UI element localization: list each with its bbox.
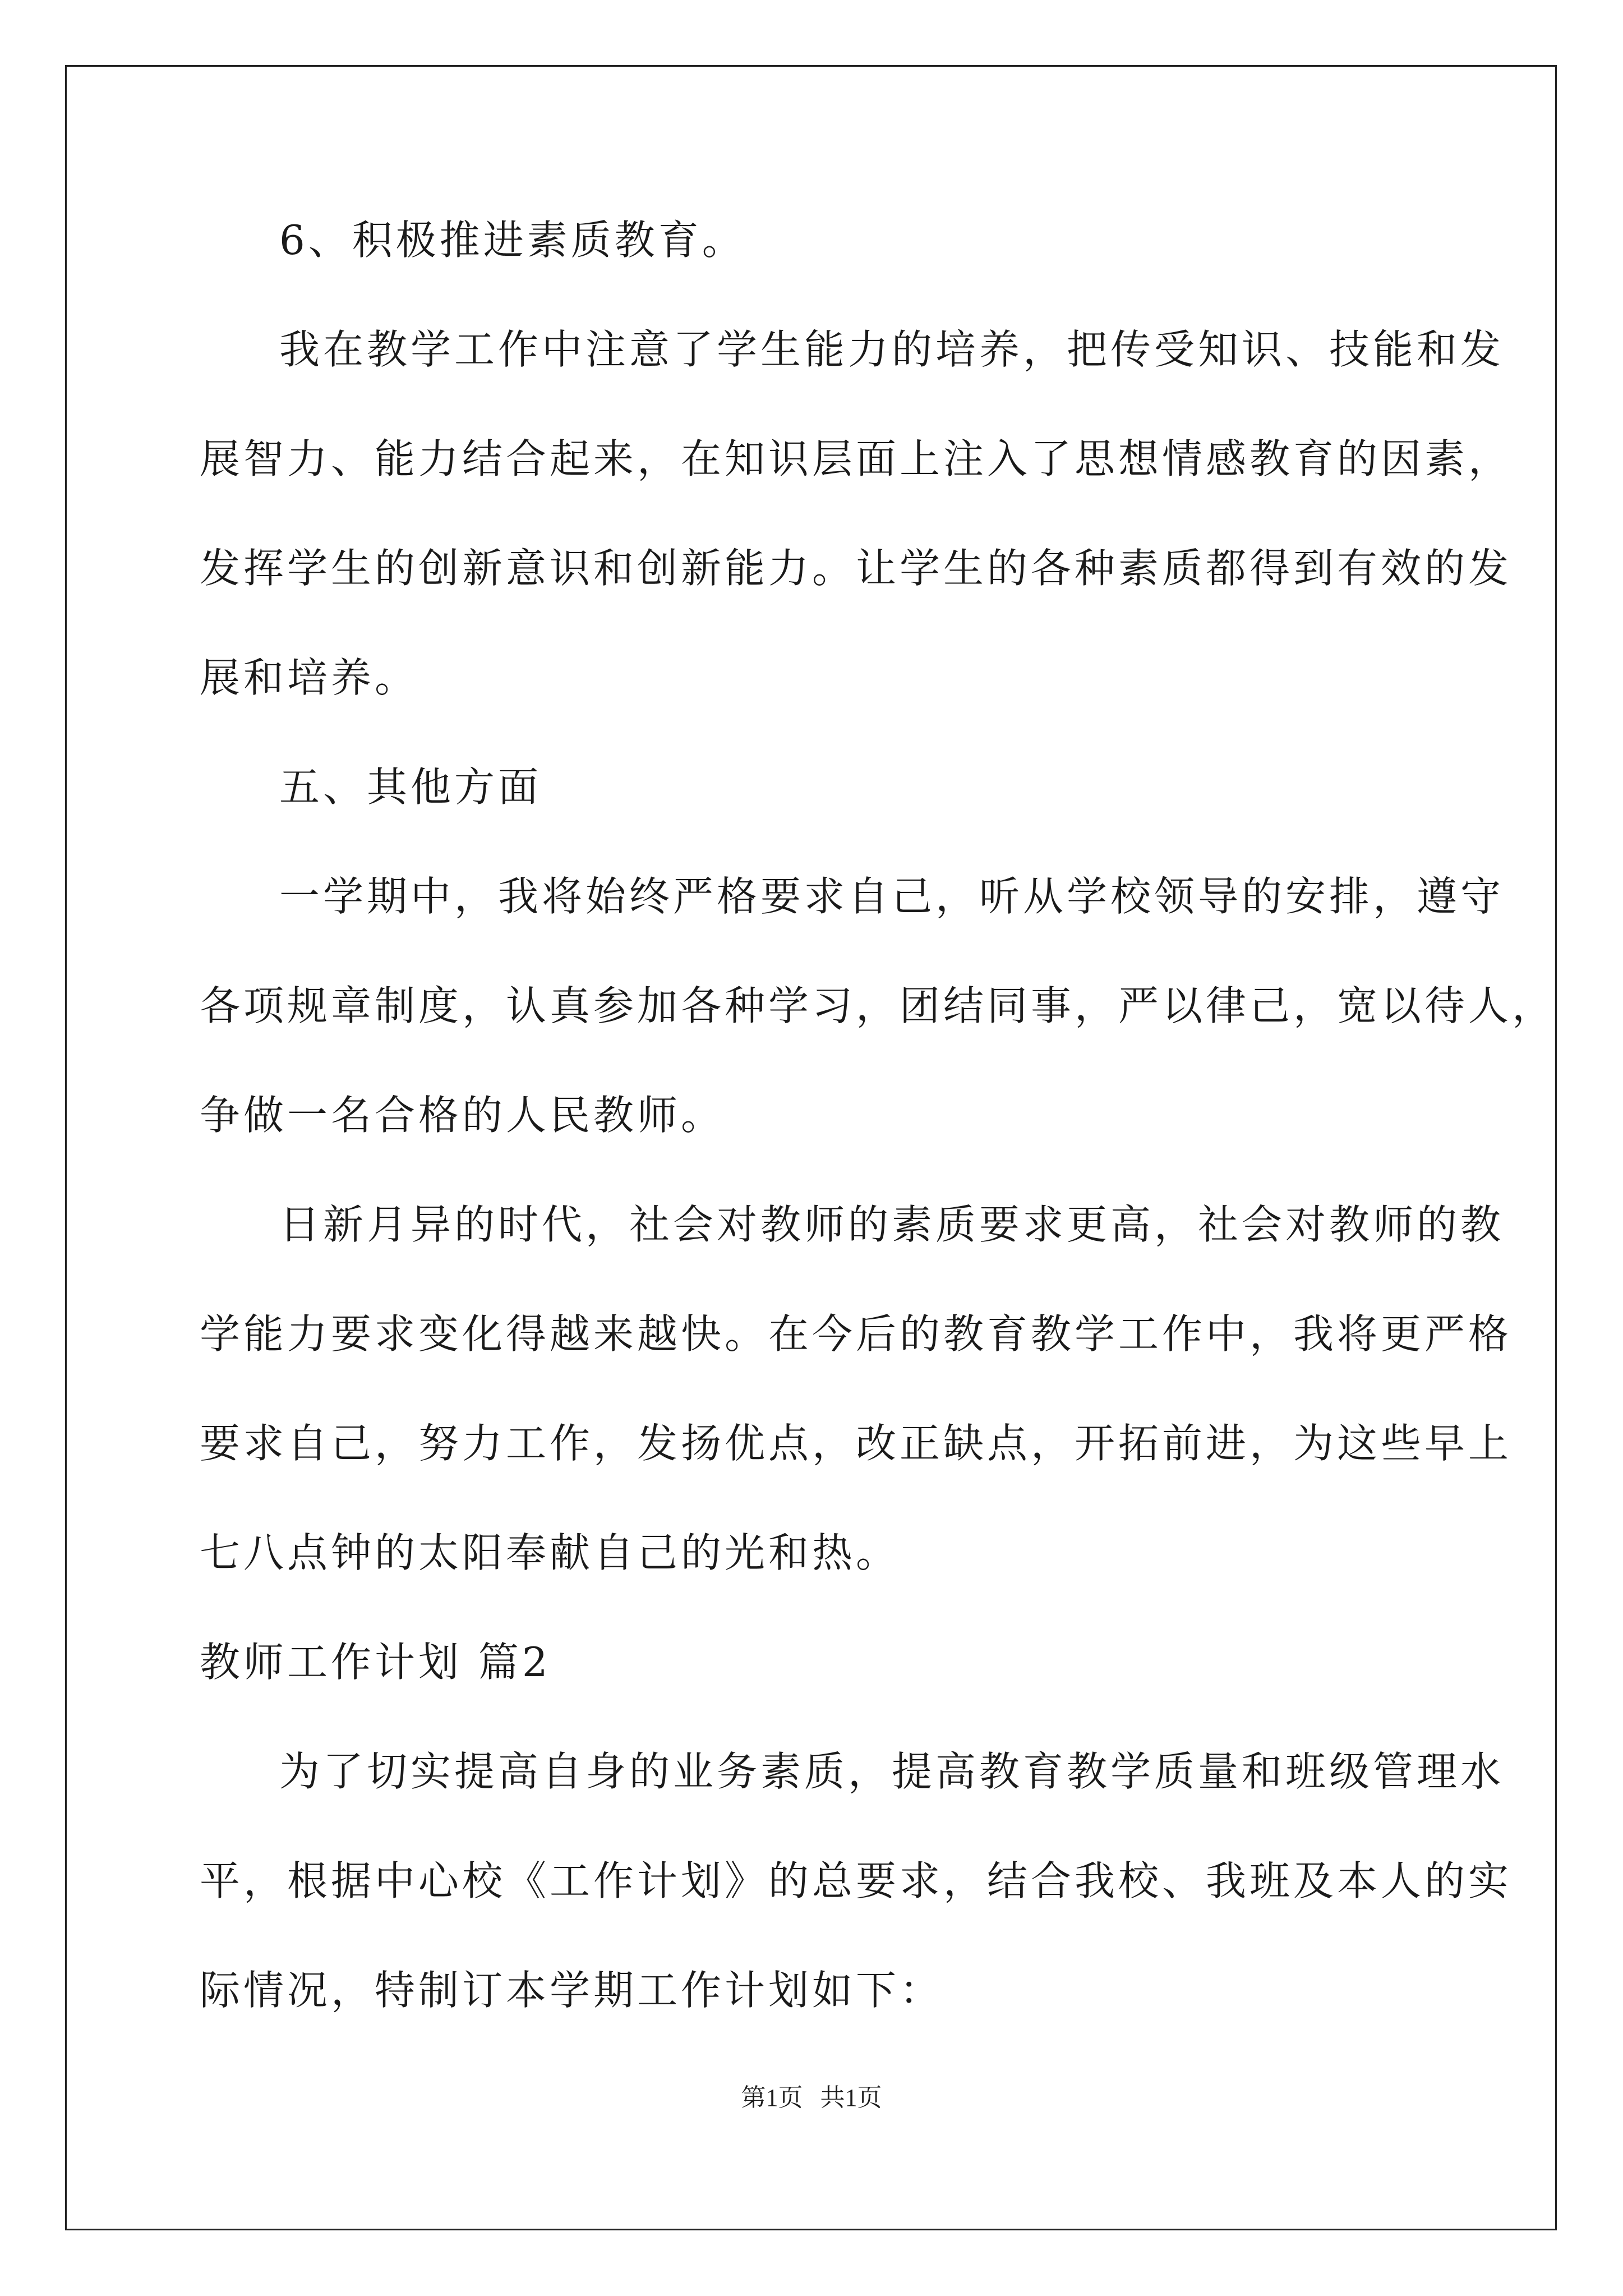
page-number: 第1页 (741, 2084, 803, 2111)
paragraph-line: 展智力、能力结合起来，在知识层面上注入了思想情感教育的因素， (200, 435, 1513, 482)
paragraph-line: 各项规章制度，认真参加各种学习，团结同事，严以律己，宽以待人， (200, 982, 1556, 1029)
paragraph-line: 日新月异的时代，社会对教师的素质要求更高，社会对教师的教 (279, 1201, 1505, 1248)
paragraph-line: 际情况，特制订本学期工作计划如下： (200, 1967, 944, 2014)
paragraph-line: 发挥学生的创新意识和创新能力。让学生的各种素质都得到有效的发 (200, 545, 1513, 592)
article-title: 教师工作计划 篇2 (200, 1639, 551, 1686)
paragraph-line: 展和培养。 (200, 654, 419, 701)
paragraph-line: 我在教学工作中注意了学生能力的培养，把传受知识、技能和发 (279, 326, 1505, 373)
paragraph-line: 学能力要求变化得越来越快。在今后的教育教学工作中，我将更严格 (200, 1310, 1513, 1358)
paragraph-line: 要求自己，努力工作，发扬优点，改正缺点，开拓前进，为这些早上 (200, 1420, 1513, 1467)
paragraph-line: 争做一名合格的人民教师。 (200, 1092, 725, 1139)
paragraph-line: 平，根据中心校《工作计划》的总要求，结合我校、我班及本人的实 (200, 1857, 1513, 1904)
section-heading: 五、其他方面 (279, 763, 542, 811)
page-footer (0, 2081, 1623, 2115)
list-item-heading: 6、积极推进素质教育。 (279, 217, 746, 264)
paragraph-line: 一学期中，我将始终严格要求自己，听从学校领导的安排，遵守 (279, 873, 1505, 920)
paragraph-line: 七八点钟的太阳奉献自己的光和热。 (200, 1529, 900, 1576)
paragraph-line: 为了切实提高自身的业务素质，提高教育教学质量和班级管理水 (279, 1748, 1505, 1795)
page-total: 共1页 (820, 2084, 882, 2111)
